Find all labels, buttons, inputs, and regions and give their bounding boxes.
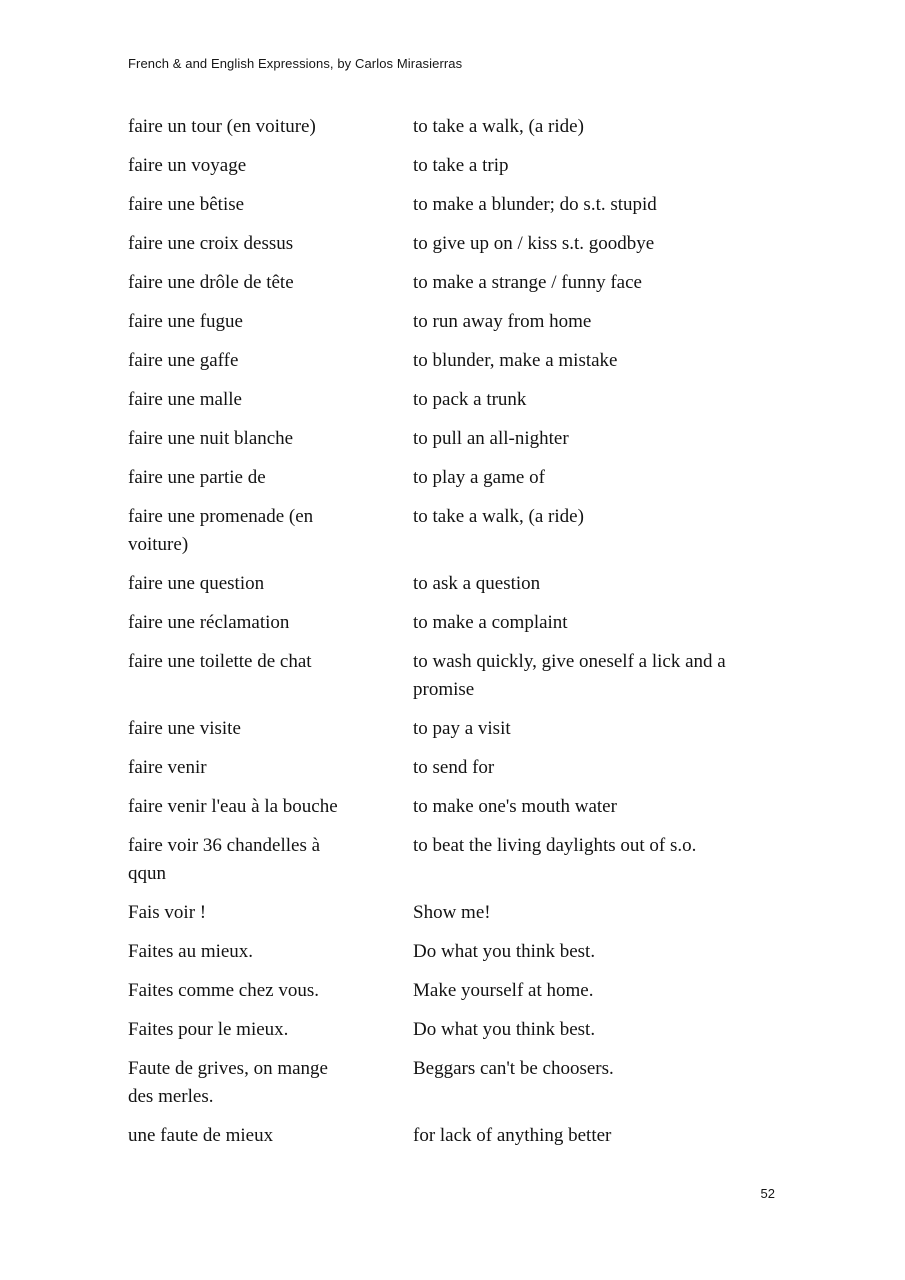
french-expression: faire un voyage (128, 155, 247, 176)
expression-row (128, 1016, 778, 1044)
french-expression: Faites pour le mieux. (128, 1019, 289, 1040)
english-translation: to blunder, make a mistake (413, 350, 618, 371)
french-expression: faire une bêtise (128, 194, 245, 215)
expression-row (128, 464, 778, 492)
french-expression: Faites au mieux. (128, 941, 254, 962)
expression-row (128, 347, 778, 375)
expression-row (128, 648, 778, 704)
english-translation: to send for (413, 757, 495, 778)
english-translation: to take a walk, (a ride) (413, 506, 584, 527)
document-header-title: French & and English Expressions, by Carlos Mirasierras (128, 56, 463, 71)
french-expression: faire une fugue (128, 311, 243, 332)
expression-row (128, 832, 778, 888)
english-translation: to wash quickly, give oneself a lick and a promise (413, 651, 726, 700)
english-translation: to give up on / kiss s.t. goodbye (413, 233, 655, 254)
english-translation: to make a strange / funny face (413, 272, 642, 293)
french-expression: Faute de grives, on mange des merles. (128, 1058, 328, 1107)
english-translation: for lack of anything better (413, 1125, 612, 1146)
page-number: 52 (760, 1186, 775, 1201)
french-expression: une faute de mieux (128, 1125, 274, 1146)
french-expression: faire venir (128, 757, 207, 778)
english-translation: Do what you think best. (413, 941, 596, 962)
english-translation: to beat the living daylights out of s.o. (413, 835, 697, 856)
english-translation: to ask a question (413, 573, 541, 594)
french-expression: faire une gaffe (128, 350, 239, 371)
expression-row (128, 1055, 778, 1111)
expression-row (128, 191, 778, 219)
expression-row (128, 609, 778, 637)
expressions-list (128, 113, 778, 1150)
french-expression: faire une question (128, 573, 265, 594)
english-translation: to take a walk, (a ride) (413, 116, 584, 137)
english-translation: to pack a trunk (413, 389, 527, 410)
english-translation: Show me! (413, 902, 491, 923)
expression-row (128, 113, 778, 141)
french-expression: faire une malle (128, 389, 242, 410)
expression-row (128, 570, 778, 598)
expression-row (128, 715, 778, 743)
french-expression: faire une drôle de tête (128, 272, 294, 293)
french-expression: faire une partie de (128, 467, 266, 488)
expression-row (128, 754, 778, 782)
english-translation: to make a blunder; do s.t. stupid (413, 194, 657, 215)
french-expression: faire une promenade (en voiture) (128, 506, 314, 555)
french-expression: Faites comme chez vous. (128, 980, 320, 1001)
expression-row (128, 977, 778, 1005)
expression-row (128, 503, 778, 559)
expression-row (128, 230, 778, 258)
expression-row (128, 386, 778, 414)
french-expression: Fais voir ! (128, 902, 207, 923)
expression-row (128, 269, 778, 297)
english-translation: Do what you think best. (413, 1019, 596, 1040)
expression-row (128, 899, 778, 927)
english-translation: to pay a visit (413, 718, 511, 739)
english-translation: to make one's mouth water (413, 796, 617, 817)
french-expression: faire une toilette de chat (128, 651, 312, 672)
french-expression: faire une nuit blanche (128, 428, 294, 449)
english-translation: to make a complaint (413, 612, 568, 633)
expression-row (128, 938, 778, 966)
english-translation: Beggars can't be choosers. (413, 1058, 614, 1079)
expression-row (128, 1122, 778, 1150)
english-translation: Make yourself at home. (413, 980, 594, 1001)
french-expression: faire venir l'eau à la bouche (128, 796, 338, 817)
french-expression: faire un tour (en voiture) (128, 116, 316, 137)
expression-row (128, 425, 778, 453)
english-translation: to play a game of (413, 467, 545, 488)
expression-row (128, 152, 778, 180)
french-expression: faire une croix dessus (128, 233, 294, 254)
english-translation: to pull an all-nighter (413, 428, 569, 449)
french-expression: faire une réclamation (128, 612, 290, 633)
french-expression: faire voir 36 chandelles à qqun (128, 835, 321, 884)
english-translation: to take a trip (413, 155, 509, 176)
expression-row (128, 308, 778, 336)
english-translation: to run away from home (413, 311, 592, 332)
expression-row (128, 793, 778, 821)
french-expression: faire une visite (128, 718, 241, 739)
